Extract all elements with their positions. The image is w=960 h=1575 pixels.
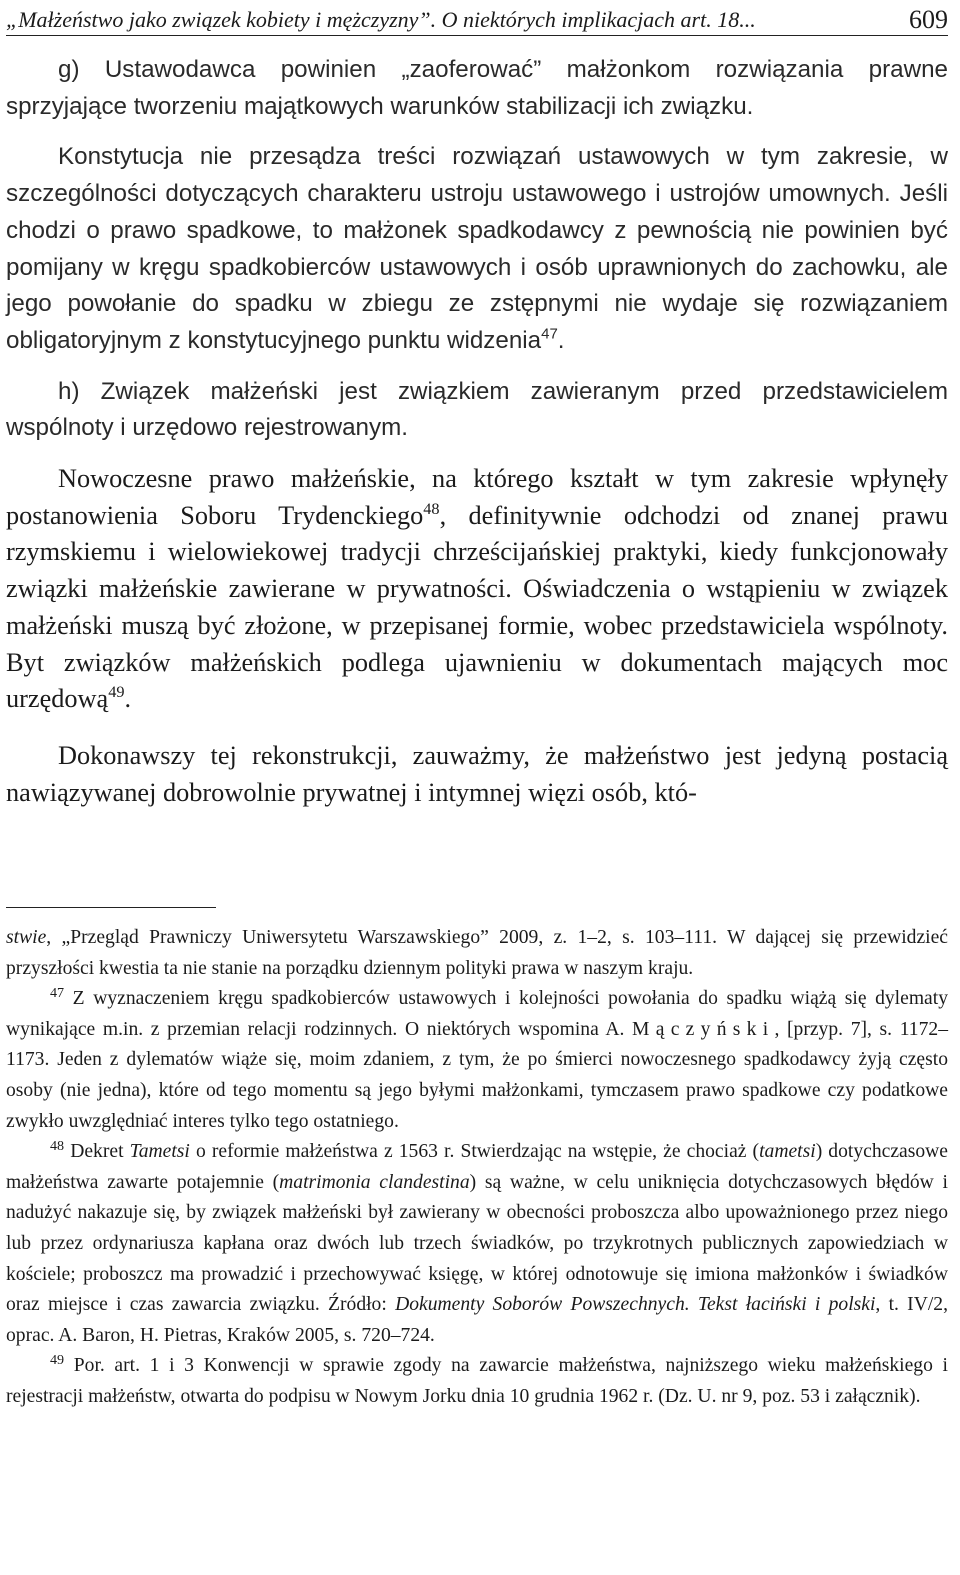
footnote-48-text-c: ) dotychczasowe małżeństwa zawarte potajemnie (	[6, 1141, 948, 1193]
footnote-48-italic-2: tametsi	[759, 1141, 816, 1163]
section-h-heading: h) Związek małżeński jest związkiem zawieranym przed przedstawicielem wspólnoty i urzędowo rejestrowanym.	[6, 377, 948, 442]
running-header	[6, 2, 948, 36]
section-g-heading: g) Ustawodawca powinien „zaoferować” małżonkom rozwiązania prawne sprzyjające tworzeniu majątkowych warunków stabilizacji ich związku.	[6, 56, 948, 120]
footnote-47-number: 47	[50, 985, 65, 1002]
footnote-48-italic-1: Tametsi	[129, 1141, 190, 1163]
section-h-body	[6, 461, 948, 718]
footnote-48	[6, 1137, 948, 1351]
footnote-ref-48[interactable]: 48	[423, 498, 440, 518]
closing-paragraph: Dokonawszy tej rekonstrukcji, zauważmy, że małżeństwo jest jedyną postacią nawiązywanej dobrowolnie prywatnej i intymnej więzi osób, któ-	[6, 740, 948, 807]
footnote-48-text-a: Dekret	[64, 1141, 130, 1163]
section-g-body-end: .	[557, 326, 565, 354]
section-g-body-text: Konstytucja nie przesądza treści rozwiązań ustawowych w tym zakresie, w szczególności dotyczących charakteru ustroju ustawowego i ustrojów umownych. Jeśli chodzi o prawo spadkowe, to małżonek spadkodawcy z pewnością nie powinien być pomijany w kręgu spadkobierców ustawowych i osób uprawnionych do zachowku, ale jego powołanie do spadku w zbiegu ze zstępnymi nie wydaje się rozwiązaniem obligatoryjnym z konstytucyjnego punktu widzenia	[6, 143, 948, 354]
footnote-47-text-b: , [przyp. 7], s. 1172–1173. Jeden z dylematów wiąże się, moim zdaniem, z tym, że po śmierci nowoczesnego spadkodawcy żyją często osoby (nie jedna), które od tego momentu są jego byłymi małżonkami, tymczasem prawo spadkowe czy podatkowe zwykło uwzględniać interes tylko tego ostatniego.	[6, 1018, 948, 1132]
main-text	[6, 46, 948, 811]
footnote-ref-47[interactable]: 47	[541, 325, 558, 343]
footnote-48-number: 48	[50, 1138, 65, 1155]
section-h-body-text-a: Nowoczesne prawo małżeńskie, na którego kształt w tym zakresie wpłynęły postanowienia Soboru Trydenckiego	[6, 464, 948, 530]
footnote-49	[6, 1351, 948, 1412]
footnote-48-text-b: o reformie małżeństwa z 1563 r. Stwierdzając na wstępie, że chociaż (	[189, 1141, 760, 1163]
footnote-47-text-a: Z wyznaczeniem kręgu spadkobierców ustawowych i kolejności powołania do spadku wiążą się dylematy wynikające m.in. z przemian relacji rodzinnych. O niektórych wspomina A.	[6, 988, 948, 1040]
footnote-47	[6, 984, 948, 1137]
footnotes	[6, 923, 948, 1413]
section-h-body-end: .	[124, 684, 132, 714]
footnote-48-text-d: ) są ważne, w celu uniknięcia dotychczasowych błędów i nadużyć nakazuje się, by związek małżeński był zawierany w obecności proboszcza albo upoważnionego przez niego lub przez ordynariusza kapłana oraz dwóch lub trzech świadków, po trzykrotnych publicznych zapowiedziach w kościele; proboszcz ma prowadzić i przechowywać księgę, w której odnotowuje się imiona małżonków i świadków oraz miejsce i czas zawarcia związku. Źródło:	[6, 1171, 948, 1316]
footnote-continuation-italic: stwie	[6, 927, 47, 948]
running-header-title: „Małżeństwo jako związek kobiety i mężczyzny”. O niektórych implikacjach art. 18...	[6, 7, 756, 32]
footnote-continuation-text: , „Przegląd Prawniczy Uniwersytetu Warszawskiego” 2009, z. 1–2, s. 103–111. W dającej się przewidzieć przyszłości kwestia ta nie stanie na porządku dziennym polityki prawa w naszym kraju.	[6, 927, 948, 979]
footnote-48-text-e: , t. IV/2, oprac. A. Baron, H. Pietras, Kraków 2005, s. 720–724.	[6, 1294, 948, 1346]
footnote-49-text: Por. art. 1 i 3 Konwencji w sprawie zgody na zawarcie małżeństwa, najniższego wieku małżeńskiego i rejestracji małżeństw, otwarta do podpisu w Nowym Jorku dnia 10 grudnia 1962 r. (Dz. U. nr 9, poz. 53 i załącznik).	[6, 1355, 948, 1407]
footnote-ref-49[interactable]: 49	[108, 682, 125, 702]
footnote-48-italic-4: Dokumenty Soborów Powszechnych. Tekst łaciński i polski	[395, 1294, 876, 1316]
section-h-body-text-b: , definitywnie odchodzi od znanej prawu rzymskiemu i wielowiekowej tradycji chrześcijańskiej praktyki, kiedy funkcjonowały związki małżeńskie zawierane w prywatności. Oświadczenia o wstąpieniu w związek małżeński muszą być złożone, w przepisanej formie, wobec przedstawiciela wspólnoty. Byt związków małżeńskich podlega ujawnieniu w dokumentach mających moc urzędową	[6, 500, 948, 714]
section-g-body	[6, 139, 948, 359]
footnote-49-number: 49	[50, 1352, 65, 1369]
footnote-48-italic-3: matrimonia clandestina	[279, 1171, 470, 1193]
footnote-divider	[6, 907, 216, 908]
footnote-continuation	[6, 923, 948, 984]
footnote-47-author: Mączyński	[632, 1018, 775, 1040]
page-number: 609	[909, 5, 948, 34]
